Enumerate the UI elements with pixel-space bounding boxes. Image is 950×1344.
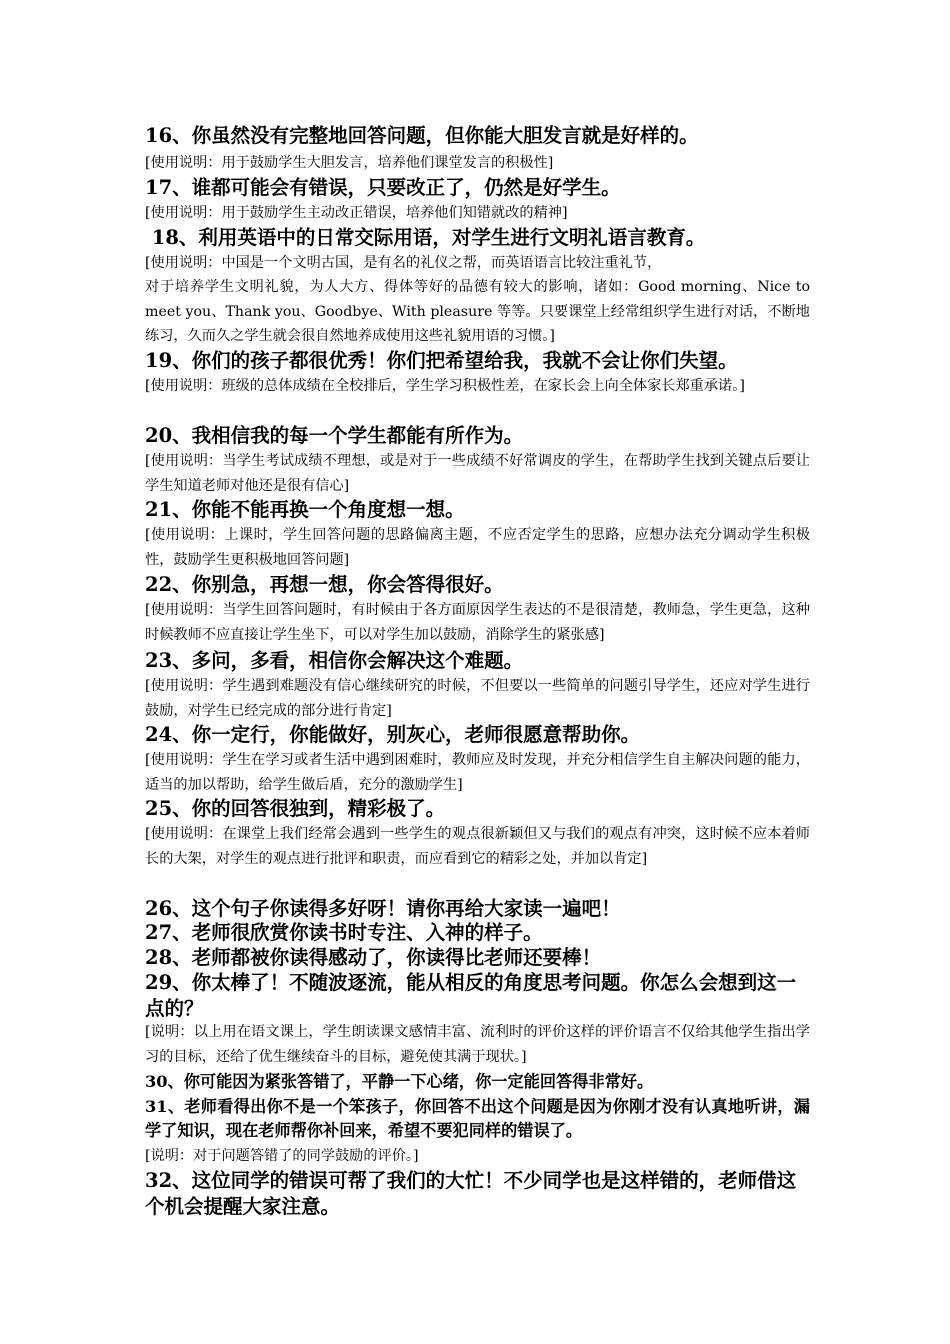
item-29-heading: 29、你太棒了！不随波逐流，能从相反的角度思考问题。你怎么会想到这一点的？ bbox=[145, 971, 797, 1020]
item-32-heading: 32、这位同学的错误可帮了我们的大忙！不少同学也是这样错的，老师借这个机会提醒大家注意。 bbox=[145, 1169, 797, 1218]
item-24-heading: 24、你一定行，你能做好，别灰心，老师很愿意帮助你。 bbox=[145, 723, 641, 746]
item-24-note: [使用说明：学生在学习或者生活中遇到困难时，教师应及时发现，并充分相信学生自主解决问题的能力，适当的加以帮助，给学生做后盾，充分的激励学生] bbox=[145, 752, 810, 793]
item-20-note: [使用说明：当学生考试成绩不理想，或是对于一些成绩不好常调皮的学生，在帮助学生找到关键点后要让学生知道老师对他还是很有信心] bbox=[145, 453, 810, 494]
item-18-note-line1: [使用说明：中国是一个文明古国，是有名的礼仪之帮，而英语语言比较注重礼节， bbox=[145, 255, 662, 271]
item-22-heading: 22、你别急，再想一想，你会答得很好。 bbox=[145, 573, 504, 596]
item-23-heading: 23、多问，多看，相信你会解决这个难题。 bbox=[145, 649, 524, 672]
item-17-note: [使用说明：用于鼓励学生主动改正错误，培养他们知错就改的精神] bbox=[145, 205, 568, 221]
item-20-heading: 20、我相信我的每一个学生都能有所作为。 bbox=[145, 424, 524, 447]
item-28-heading: 28、老师都被你读得感动了，你读得比老师还要棒！ bbox=[145, 946, 602, 969]
item-19-note: [使用说明：班级的总体成绩在全校排后，学生学习积极性差，在家长会上向全体家长郑重承诺。] bbox=[145, 378, 745, 394]
item-18-note-rest: 对于培养学生文明礼貌，为人大方、得体等好的品德有较大的影响，诸如：Good morning、Nice to meet you、Thank you、Goodbye、With pleasure 等等。只要课堂上经常组织学生进行对话，不断地练习，久而久之学生就会很自然地养成使用这些礼貌用语的习惯。] bbox=[145, 279, 810, 344]
item-16-note: [使用说明：用于鼓励学生大胆发言，培养他们课堂发言的积极性] bbox=[145, 155, 554, 171]
item-26-heading: 26、这个句子你读得多好呀！请你再给大家读一遍吧！ bbox=[145, 897, 621, 920]
item-25-heading: 25、你的回答很独到，精彩极了。 bbox=[145, 797, 446, 820]
item-19-heading: 19、你们的孩子都很优秀！你们把希望给我，我就不会让你们失望。 bbox=[145, 349, 738, 372]
item-16-heading: 16、你虽然没有完整地回答问题，但你能大胆发言就是好样的。 bbox=[145, 124, 699, 147]
item-17-heading: 17、谁都可能会有错误，只要改正了，仍然是好学生。 bbox=[145, 176, 621, 199]
item-18-heading: 18、利用英语中的日常交际用语，对学生进行文明礼语言教育。 bbox=[145, 226, 706, 249]
item-30-heading: 30、你可能因为紧张答错了，平静一下心绪，你一定能回答得非常好。 bbox=[145, 1072, 654, 1091]
item-21-heading: 21、你能不能再换一个角度想一想。 bbox=[145, 498, 465, 521]
item-31-heading: 31、老师看得出你不是一个笨孩子，你回答不出这个问题是因为你刚才没有认真地听讲，漏学了知识，现在老师帮你补回来，希望不要犯同样的错误了。 bbox=[145, 1097, 810, 1140]
item-29-note: [说明：以上用在语文课上，学生朗读课文感情丰富、流利时的评价这样的评价语言不仅给其他学生指出学习的目标，还给了优生继续奋斗的目标，避免使其满于现状。] bbox=[145, 1024, 810, 1065]
item-25-note: [使用说明：在课堂上我们经常会遇到一些学生的观点很新颖但又与我们的观点有冲突，这时候不应本着师长的大架，对学生的观点进行批评和职责，而应看到它的精彩之处，并加以肯定] bbox=[145, 826, 810, 867]
item-22-note: [使用说明：当学生回答问题时，有时候由于各方面原因学生表达的不是很清楚，教师急，学生更急，这种时候教师不应直接让学生坐下，可以对学生加以鼓励，消除学生的紧张感] bbox=[145, 602, 810, 643]
item-21-note: [使用说明：上课时，学生回答问题的思路偏离主题，不应否定学生的思路，应想办法充分调动学生积极性，鼓励学生更积极地回答问题] bbox=[145, 527, 810, 568]
item-31-note: [说明：对于问题答错了的同学鼓励的评价。] bbox=[145, 1148, 419, 1164]
item-23-note: [使用说明：学生遇到难题没有信心继续研究的时候，不但要以一些简单的问题引导学生，还应对学生进行鼓励，对学生已经完成的部分进行肯定] bbox=[145, 678, 810, 719]
item-27-heading: 27、老师很欣赏你读书时专注、入神的样子。 bbox=[145, 921, 543, 944]
